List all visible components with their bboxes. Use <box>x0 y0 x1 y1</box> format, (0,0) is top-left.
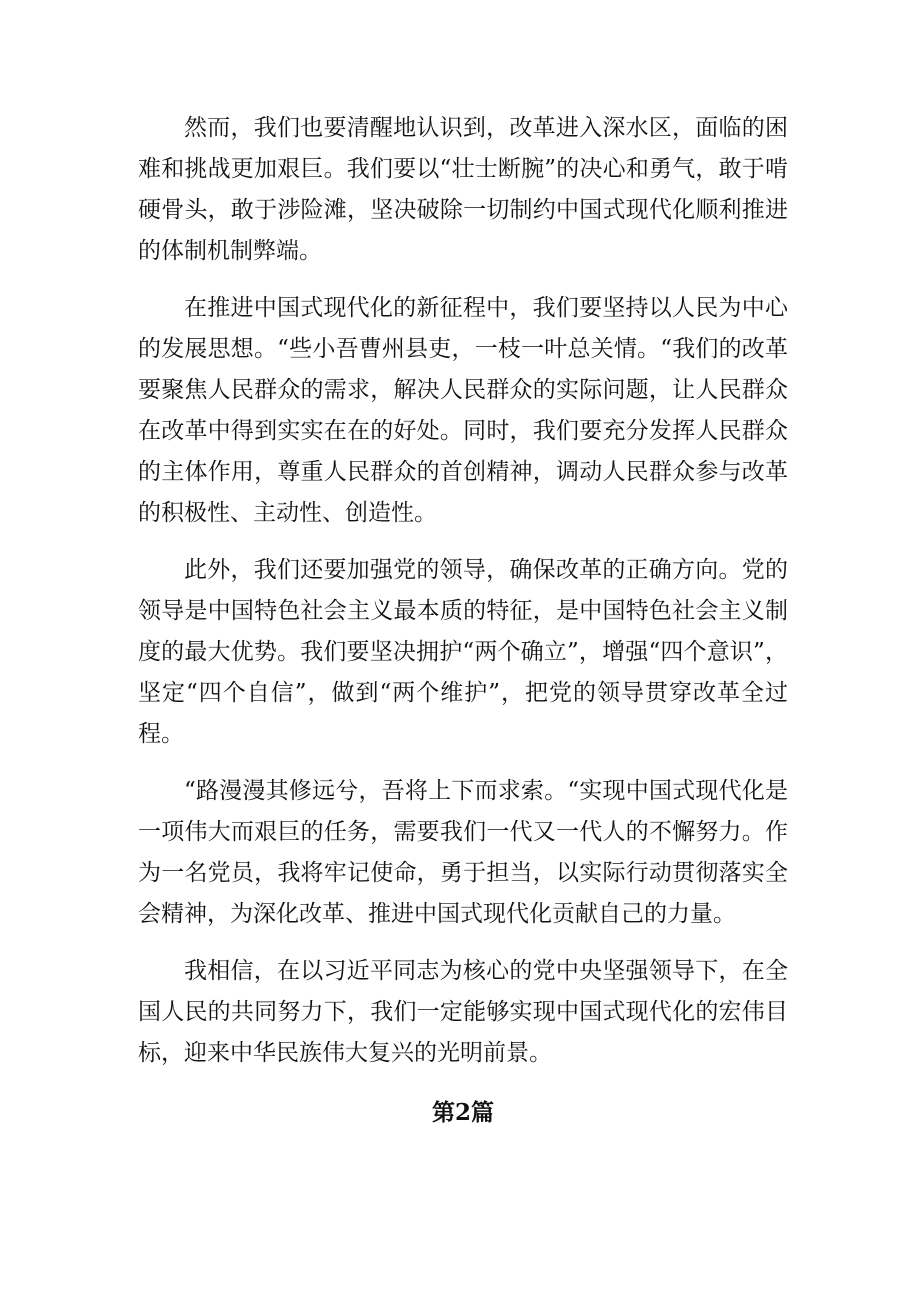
paragraph-5: 我相信，在以习近平同志为核心的党中央坚强领导下，在全国人民的共同努力下，我们一定能够实现中国式现代化的宏伟目标，迎来中华民族伟大复兴的光明前景。 <box>138 958 788 1066</box>
section-heading: 第2篇 <box>431 1099 494 1126</box>
paragraph-3: 此外，我们还要加强党的领导，确保改革的正确方向。党的领导是中国特色社会主义最本质的特征，是中国特色社会主义制度的最大优势。我们要坚决拥护“两个确立”，增强“四个意识”，坚定“四个自信”，做到“两个维护”，把党的领导贯穿改革全过程。 <box>138 557 788 747</box>
document-page <box>138 108 788 1133</box>
paragraph-2: 在推进中国式现代化的新征程中，我们要坚持以人民为中心的发展思想。“些小吾曹州县吏，一枝一叶总关情。“我们的改革要聚焦人民群众的需求，解决人民群众的实际问题，让人民群众在改革中得到实实在在的好处。同时，我们要充分发挥人民群众的主体作用，尊重人民群众的首创精神，调动人民群众参与改革的积极性、主动性、创造性。 <box>138 295 788 526</box>
paragraph-1: 然而，我们也要清醒地认识到，改革进入深水区，面临的困难和挑战更加艰巨。我们要以“壮士断腕”的决心和勇气，敢于啃硬骨头，敢于涉险滩，坚决破除一切制约中国式现代化顺利推进的体制机制弊端。 <box>138 115 788 264</box>
paragraph-4: “路漫漫其修远兮，吾将上下而求索。“实现中国式现代化是一项伟大而艰巨的任务，需要我们一代又一代人的不懈努力。作为一名党员，我将牢记使命，勇于担当，以实际行动贯彻落实全会精神，为深化改革、推进中国式现代化贡献自己的力量。 <box>138 778 788 927</box>
